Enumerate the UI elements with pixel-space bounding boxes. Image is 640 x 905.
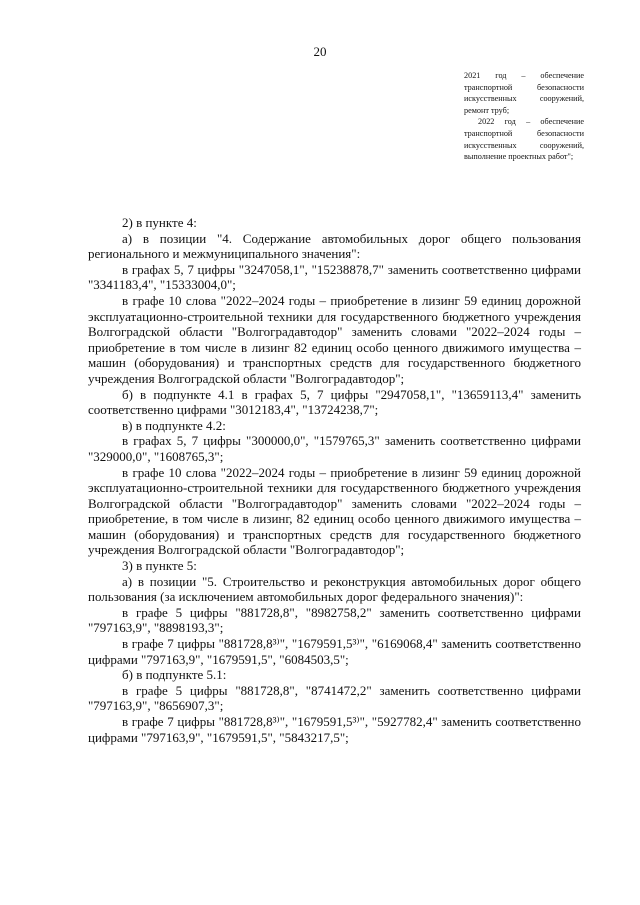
item-3a-column-5: в графе 5 цифры "881728,8", "8982758,2" заменить соответственно цифрами "797163,9", "8898193,3"; xyxy=(88,604,581,636)
item-2c-subitem-4-2: в) в подпункте 4.2: xyxy=(122,417,226,433)
item-2a-columns-5-7: в графах 5, 7 цифры "3247058,1", "15238878,7" заменить соответственно цифрами "3341183,4", "15333004,0"; xyxy=(88,261,581,293)
item-2c-column-10: в графе 10 слова "2022–2024 годы – приобретение в лизинг 59 единиц дорожной эксплуатационно-строительной техники для государственного бюджетного учреждения Волгоградской области "Волгоградавтодор" заменить словами "2022–2024 годы – приобретение, в том числе в лизинг, 82 единиц особо ценного движимого имущества – машин (оборудования) и транспортных средств для государственного бюджетного учреждения Волгоградской области "Волгоградавтодор"; xyxy=(88,464,581,558)
item-2a-column-10: в графе 10 слова "2022–2024 годы – приобретение в лизинг 59 единиц дорожной эксплуатационно-строительной техники для государственного бюджетного учреждения Волгоградской области "Волгоградавтодор" заменить словами "2022–2024 годы – приобретение в том числе в лизинг 82 единиц особо ценного движимого имущества – машин (оборудования) и транспортных средств для государственного бюджетного учреждения Волгоградской области "Волгоградавтодор"; xyxy=(88,292,581,386)
item-3a-column-7: в графе 7 цифры "881728,8³⁾", "1679591,5³⁾", "6169068,4" заменить соответственно цифрами "797163,9", "1679591,5", "6084503,5"; xyxy=(88,636,581,667)
item-3b-column-7: в графе 7 цифры "881728,8³⁾", "1679591,5³⁾", "5927782,4" заменить соответственно цифрами "797163,9", "1679591,5", "5843217,5"; xyxy=(88,714,581,745)
side-note-2021: 2021 год – обеспечение транспортной безопасности искусственных сооружений, ремонт труб; xyxy=(464,71,584,115)
item-2a-position: а) в позиции "4. Содержание автомобильных дорог общего пользования регионального и межмуниципального значения": xyxy=(88,230,581,262)
side-note xyxy=(464,70,584,163)
document-body xyxy=(88,215,581,745)
item-3b-subitem-5-1: б) в подпункте 5.1: xyxy=(122,667,227,683)
item-2-heading: 2) в пункте 4: xyxy=(122,215,197,230)
item-3-heading: 3) в пункте 5: xyxy=(122,558,197,574)
item-3b-column-5: в графе 5 цифры "881728,8", "8741472,2" заменить соответственно цифрами "797163,9", "8656907,3"; xyxy=(88,682,581,714)
item-2b-subitem-4-1: б) в подпункте 4.1 в графах 5, 7 цифры "2947058,1", "13659113,4" заменить соответственно цифрами "3012183,4", "13724238,7"; xyxy=(88,386,581,418)
item-2c-columns-5-7: в графах 5, 7 цифры "300000,0", "1579765,3" заменить соответственно цифрами "329000,0", "1608765,3"; xyxy=(88,433,581,464)
page-number: 20 xyxy=(313,44,327,59)
item-3a-position: а) в позиции "5. Строительство и реконструкция автомобильных дорог общего пользования (за исключением автомобильных дорог федерального значения)": xyxy=(88,573,581,605)
side-note-2022: 2022 год – обеспечение транспортной безопасности искусственных сооружений, выполнение проектных работ"; xyxy=(464,117,584,162)
